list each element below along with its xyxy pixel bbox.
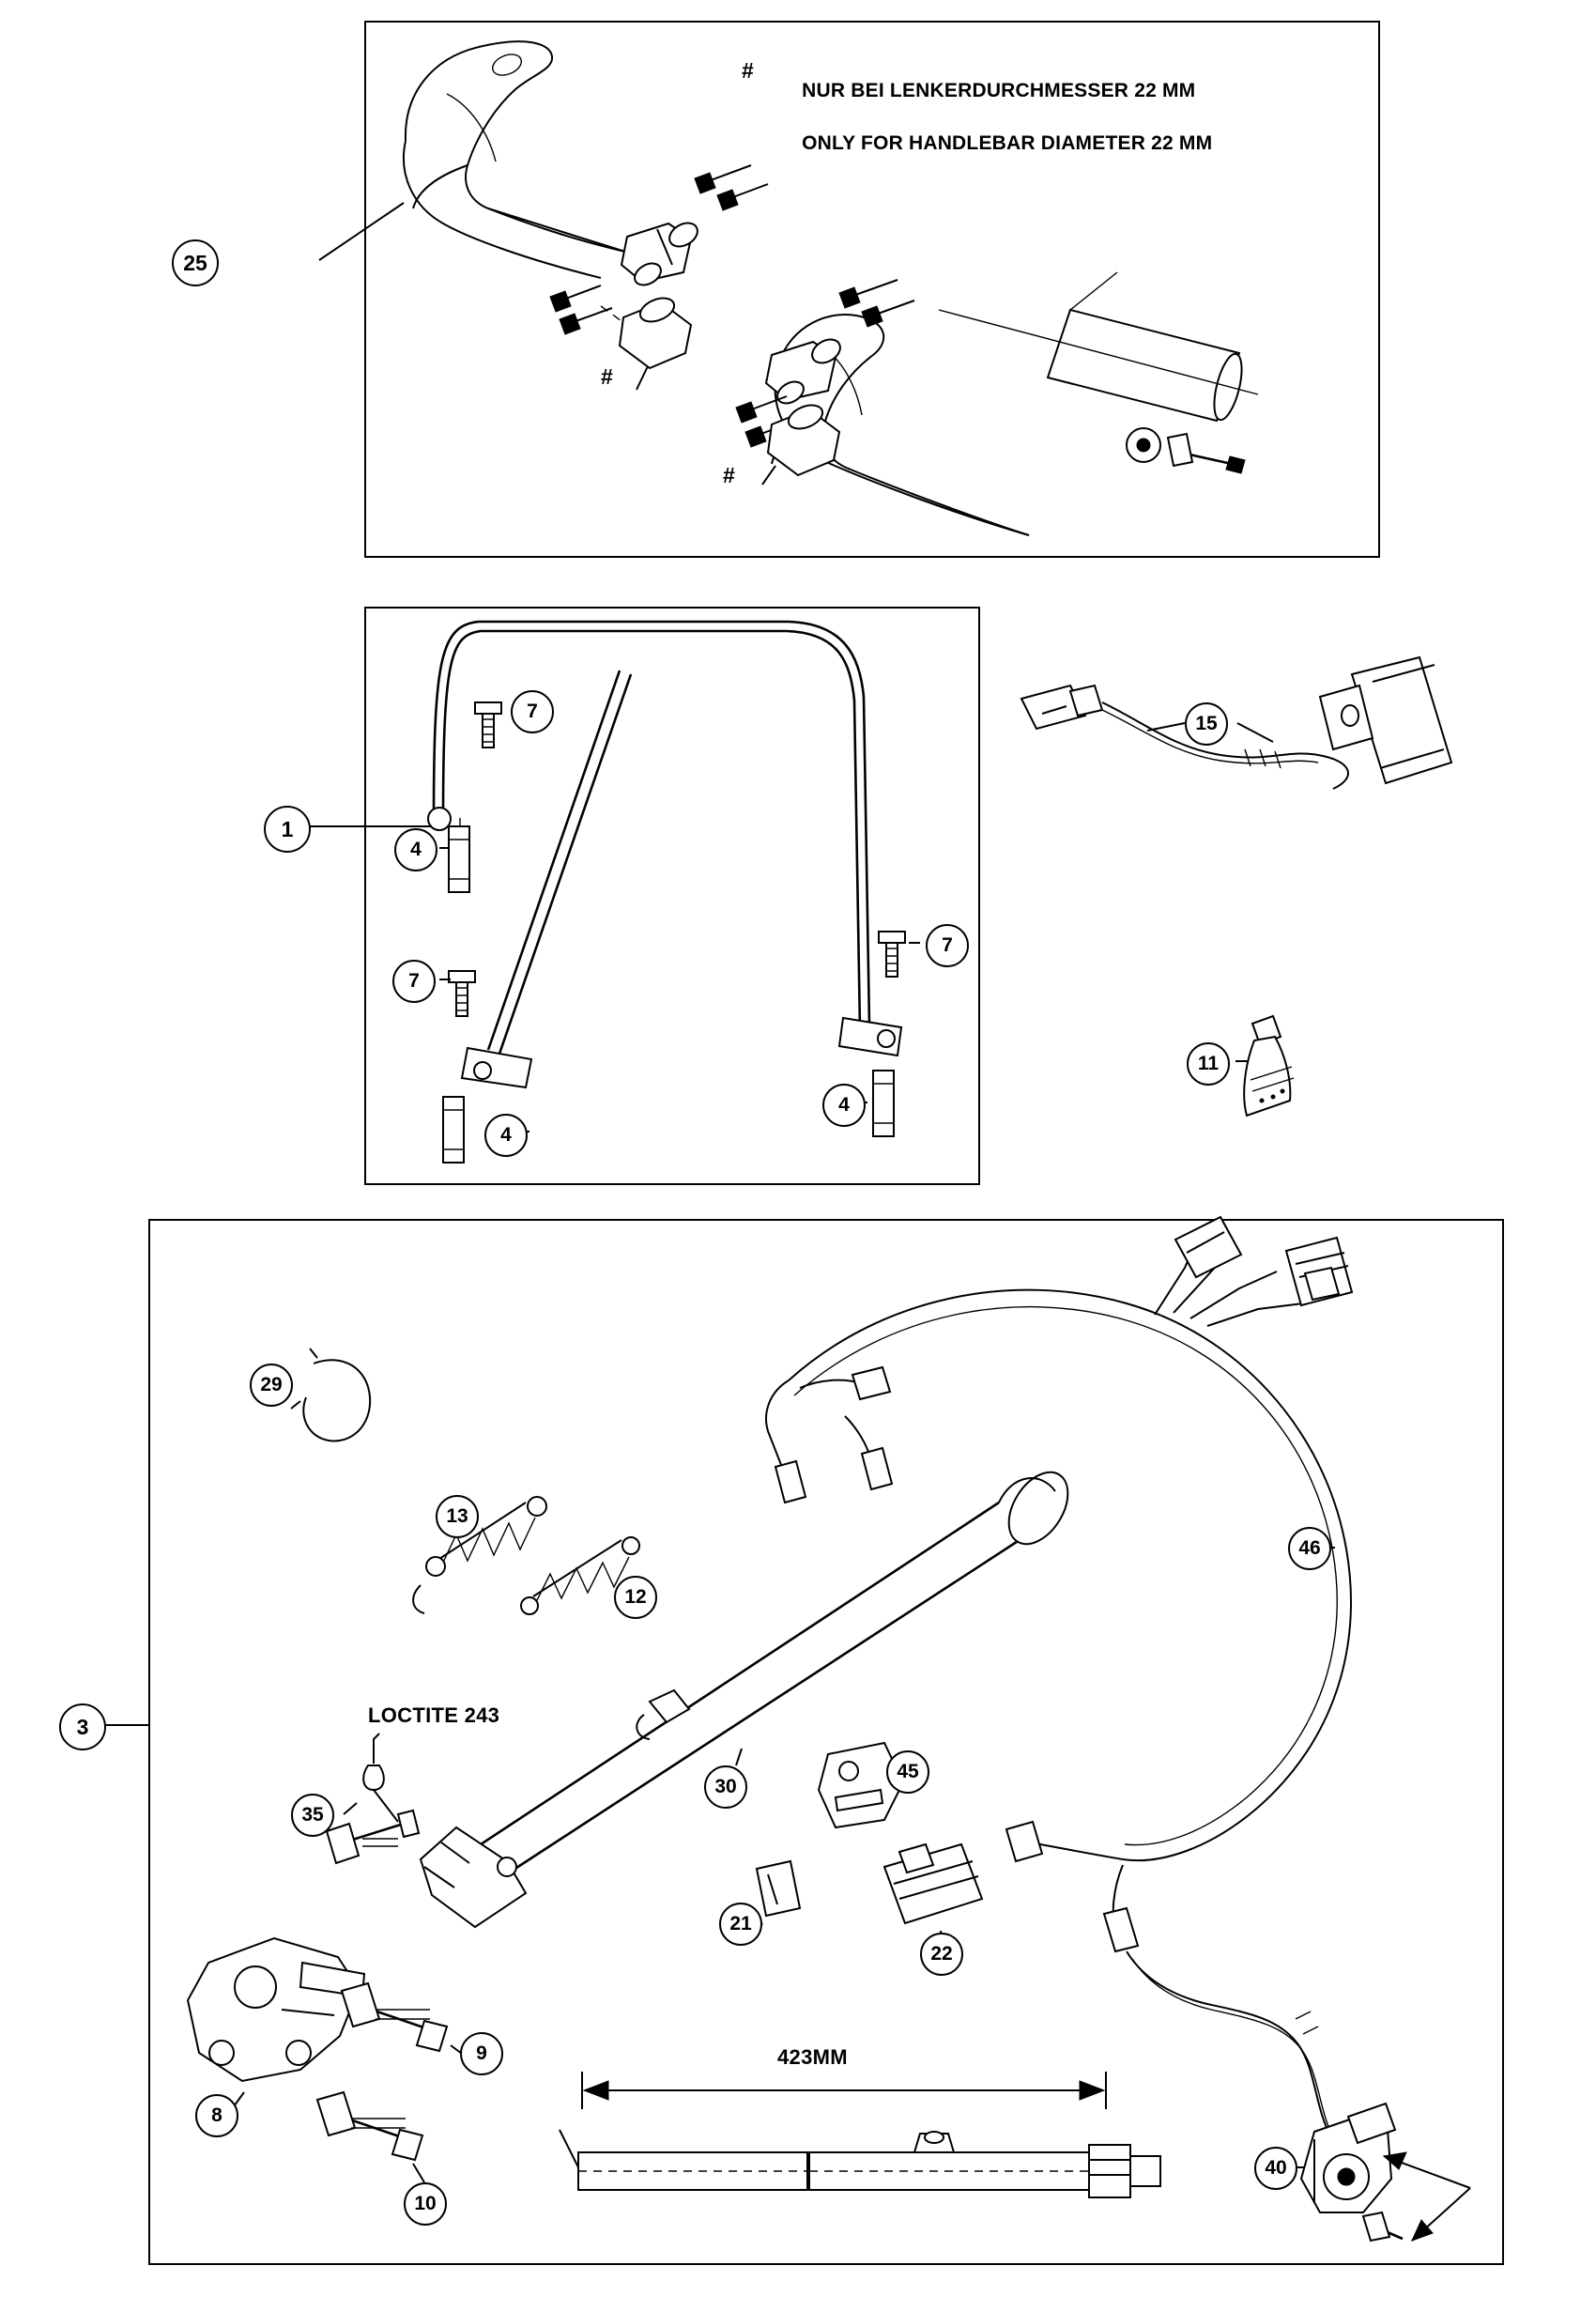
callout-4-c: 4 [822,1084,866,1127]
callout-22: 22 [920,1933,963,1976]
callout-40: 40 [1254,2147,1297,2190]
dimension-label: 423MM [777,2045,848,2069]
hash-marker-left: # [601,364,613,389]
callout-3: 3 [59,1703,106,1750]
callout-30: 30 [704,1765,747,1809]
callout-29: 29 [250,1364,293,1407]
callout-45: 45 [886,1750,929,1794]
note-line-german: NUR BEI LENKERDURCHMESSER 22 MM [802,80,1196,101]
note-line-english: ONLY FOR HANDLEBAR DIAMETER 22 MM [802,132,1213,154]
callout-7-b: 7 [392,960,436,1003]
callout-4-b: 4 [484,1114,528,1157]
callout-13: 13 [436,1495,479,1538]
callout-25: 25 [172,239,219,286]
callout-46: 46 [1288,1527,1331,1570]
callout-21: 21 [719,1903,762,1946]
callout-8: 8 [195,2094,238,2137]
callout-15: 15 [1185,702,1228,746]
callout-7-a: 7 [511,690,554,733]
callout-1: 1 [264,806,311,853]
callout-12: 12 [614,1576,657,1619]
loctite-label: LOCTITE 243 [368,1703,500,1727]
callout-10: 10 [404,2182,447,2226]
callout-11: 11 [1187,1042,1230,1086]
callout-9: 9 [460,2032,503,2075]
note-hash-icon: # [742,58,754,83]
hash-marker-right: # [723,463,735,487]
callout-4-a: 4 [394,828,437,871]
callout-35: 35 [291,1794,334,1837]
callout-7-c: 7 [926,924,969,967]
